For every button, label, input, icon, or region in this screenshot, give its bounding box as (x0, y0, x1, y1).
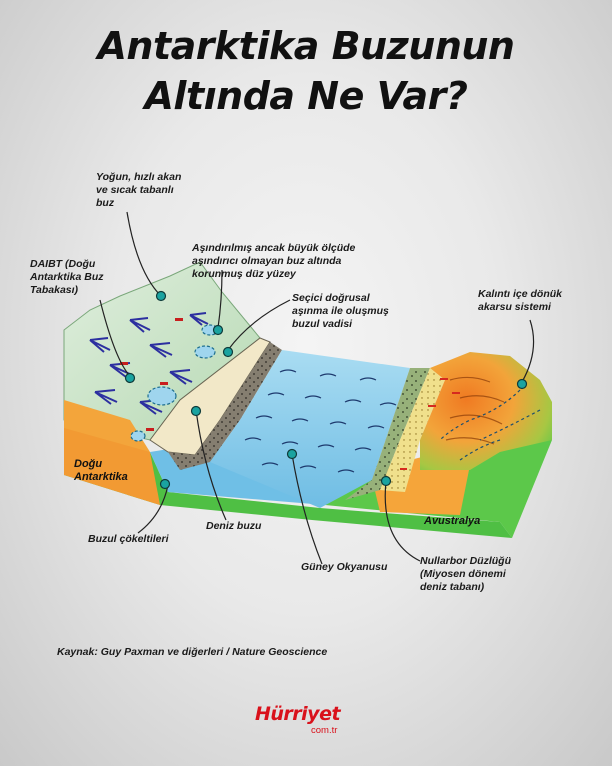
label-relict-river: Kalıntı içe dönük akarsu sistemi (478, 288, 563, 313)
logo-domain: com.tr (311, 725, 338, 736)
source-citation: Kaynak: Guy Paxman ve diğerleri / Nature Geoscience (57, 646, 328, 658)
label-daibt: DAIBT (Doğu Antarktika Buz Tabakası) (30, 258, 104, 296)
label-australia: Avustralya (424, 515, 481, 527)
label-southern-ocean: Güney Okyanusu (301, 561, 388, 573)
label-east-antarctica: Doğu Antarktika (74, 458, 128, 483)
hurriyet-logo (255, 703, 365, 737)
logo-wordmark: Hürriyet (255, 703, 341, 725)
label-eroded-surface: Aşındırılmış ancak büyük ölçüde aşındırıcı olmayan buz altında korunmuş düz yüzey (192, 242, 356, 280)
label-glacial-sediments: Buzul çökeltileri (88, 533, 169, 545)
label-fast-ice: Yoğun, hızlı akan ve sıcak tabanlı buz (96, 171, 182, 209)
label-glacial-valley: Seçici doğrusal aşınma ile oluşmuş buzul vadisi (292, 292, 389, 330)
title-line-2: Altında Ne Var? (144, 74, 468, 118)
label-nullarbor: Nullarbor Düzlüğü (Miyosen dönemi deniz tabanı) (420, 555, 511, 593)
title-line-1: Antarktika Buzunun (97, 24, 515, 68)
label-sea-ice: Deniz buzu (206, 520, 262, 532)
